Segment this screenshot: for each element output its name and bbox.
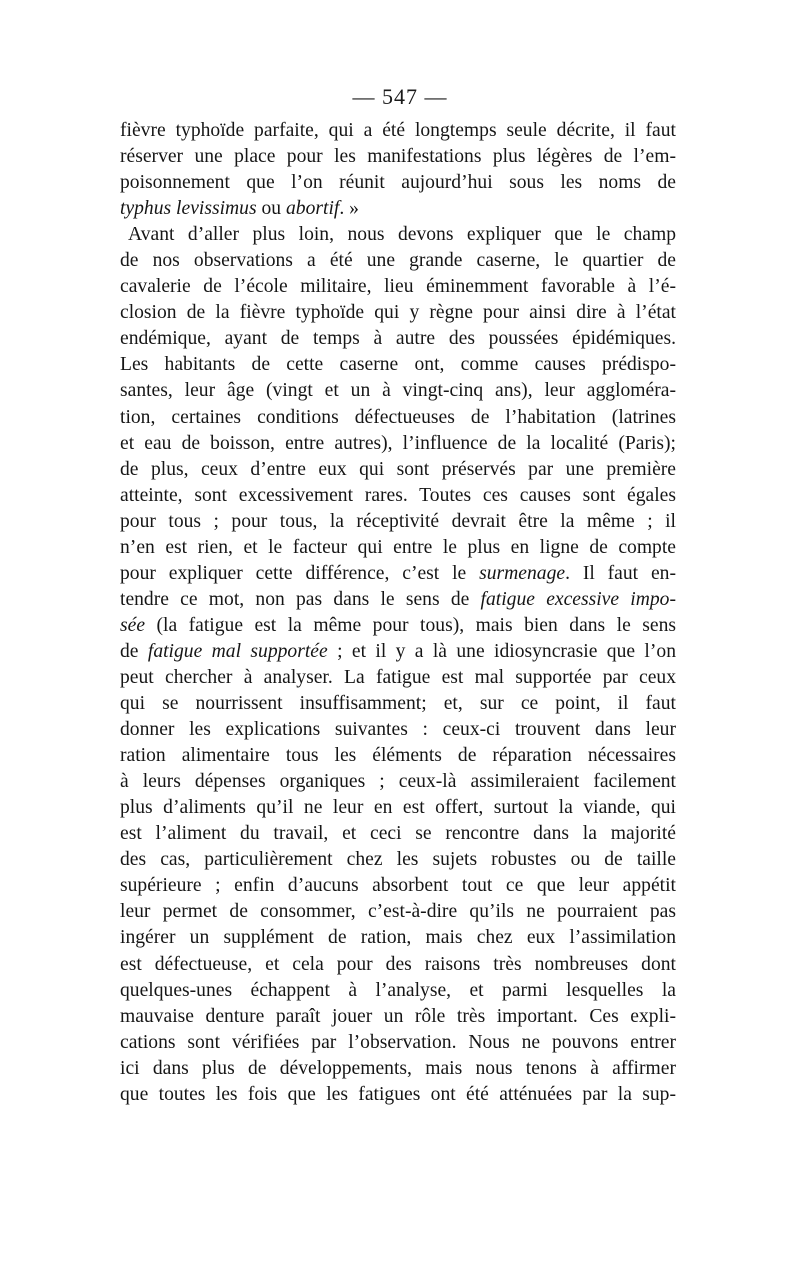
italic-term: abortif: [286, 198, 340, 220]
text-segment: plus d’aliments qu’il ne leur en est offert, surtout la viande, qui: [120, 797, 676, 819]
text-segment: peut chercher à analyser. La fatigue est mal supportée par ceux: [120, 666, 676, 688]
text-segment: de nos observations a été une grande caserne, le quartier de: [120, 250, 676, 272]
text-line: [120, 952, 676, 978]
text-line: [120, 431, 676, 457]
text-line: [120, 665, 676, 691]
text-segment: closion de la fièvre typhoïde qui y règne pour ainsi dire à l’état: [120, 302, 676, 324]
text-segment: ingérer un supplément de ration, mais chez eux l’assimilation: [120, 927, 676, 949]
text-segment: pour expliquer cette différence, c’est le: [120, 562, 480, 584]
text-line: [120, 561, 676, 587]
text-segment: qui se nourrissent insuffisamment; et, sur ce point, il faut: [120, 693, 676, 715]
page-number: — 547 —: [352, 84, 448, 109]
body-text: [120, 118, 676, 1108]
text-line: [120, 535, 676, 561]
italic-term: sée: [120, 614, 146, 636]
text-line: [120, 144, 676, 170]
text-line: [120, 691, 676, 717]
text-segment: pour tous ; pour tous, la réceptivité devrait être la même ; il: [120, 510, 676, 532]
text-line: [120, 925, 676, 951]
text-line: [120, 795, 676, 821]
text-segment: réserver une place pour les manifestations plus légères de l’em-: [120, 146, 676, 168]
text-segment: des cas, particulièrement chez les sujets robustes ou de taille: [120, 849, 676, 871]
text-segment: santes, leur âge (vingt et un à vingt-cinq ans), leur aggloméra-: [120, 380, 676, 402]
text-line: [120, 274, 676, 300]
text-segment: atteinte, sont excessivement rares. Toutes ces causes sont égales: [120, 484, 676, 506]
text-line: [120, 639, 676, 665]
text-segment: fièvre typhoïde parfaite, qui a été longtemps seule décrite, il faut: [120, 120, 676, 141]
text-line: [120, 509, 676, 535]
text-line: [120, 821, 676, 847]
text-segment: cations sont vérifiées par l’observation. Nous ne pouvons entrer: [120, 1031, 676, 1053]
italic-term: typhus levissimus: [120, 198, 257, 220]
text-line: [120, 196, 676, 222]
text-line: [120, 483, 676, 509]
text-line: [120, 118, 676, 144]
text-segment: Les habitants de cette caserne ont, comme causes prédispo-: [120, 354, 676, 376]
text-segment: n’en est rien, et le facteur qui entre le plus en ligne de compte: [120, 536, 676, 558]
text-line: [120, 613, 676, 639]
text-segment: . »: [339, 198, 359, 220]
text-line: [120, 300, 676, 326]
text-line: [120, 769, 676, 795]
text-line: [120, 248, 676, 274]
text-segment: mauvaise denture paraît jouer un rôle très important. Ces expli-: [120, 1005, 676, 1027]
text-segment: est défectueuse, et cela pour des raisons très nombreuses dont: [120, 953, 676, 975]
text-line: [120, 378, 676, 404]
text-line: [120, 978, 676, 1004]
text-segment: ration alimentaire tous les éléments de réparation nécessaires: [120, 745, 676, 767]
text-line: [120, 457, 676, 483]
text-segment: de plus, ceux d’entre eux qui sont préservés par une première: [120, 458, 676, 480]
text-line: [120, 587, 676, 613]
text-line: [120, 1056, 676, 1082]
text-segment: tion, certaines conditions défectueuses de l’habitation (latrines: [120, 406, 676, 428]
text-segment: que toutes les fois que les fatigues ont été atténuées par la sup-: [120, 1083, 676, 1105]
text-segment: supérieure ; enfin d’aucuns absorbent tout ce que leur appétit: [120, 875, 676, 897]
text-segment: est l’aliment du travail, et ceci se rencontre dans la majorité: [120, 823, 676, 845]
text-segment: ou: [256, 198, 286, 220]
text-line: [120, 873, 676, 899]
text-segment: ici dans plus de développements, mais nous tenons à affirmer: [120, 1057, 676, 1079]
text-segment: à leurs dépenses organiques ; ceux-là assimileraient facilement: [120, 771, 676, 793]
text-line: [120, 1004, 676, 1030]
text-line: [120, 743, 676, 769]
text-segment: cavalerie de l’école militaire, lieu éminemment favorable à l’é-: [120, 276, 676, 298]
text-segment: donner les explications suivantes : ceux-ci trouvent dans leur: [120, 719, 676, 741]
text-segment: ; et il y a là une idiosyncrasie que l’on: [327, 640, 676, 662]
italic-term: fatigue excessive impo-: [480, 588, 676, 610]
text-line: [120, 170, 676, 196]
text-segment: de: [120, 640, 148, 662]
text-segment: endémique, ayant de temps à autre des poussées épidémiques.: [120, 328, 676, 350]
text-line: [120, 899, 676, 925]
text-line: [120, 1082, 676, 1108]
text-line: [120, 847, 676, 873]
text-line: [120, 326, 676, 352]
text-segment: (la fatigue est la même pour tous), mais bien dans le sens: [145, 614, 676, 636]
text-line: [120, 405, 676, 431]
italic-term: fatigue mal supportée: [147, 640, 328, 662]
text-segment: . Il faut en-: [565, 562, 676, 584]
text-segment: quelques-unes échappent à l’analyse, et parmi lesquelles la: [120, 979, 676, 1001]
text-segment: Avant d’aller plus loin, nous devons expliquer que le champ: [128, 224, 676, 246]
text-segment: poisonnement que l’on réunit aujourd’hui sous les noms de: [120, 172, 676, 194]
text-line: [120, 1030, 676, 1056]
italic-term: surmenage: [479, 562, 566, 584]
text-segment: leur permet de consommer, c’est-à-dire qu’ils ne pourraient pas: [120, 901, 676, 923]
text-line: [120, 717, 676, 743]
text-line: [120, 222, 676, 248]
text-segment: et eau de boisson, entre autres), l’influence de la localité (Paris);: [120, 432, 676, 454]
text-line: [120, 352, 676, 378]
text-segment: tendre ce mot, non pas dans le sens de: [120, 588, 481, 610]
